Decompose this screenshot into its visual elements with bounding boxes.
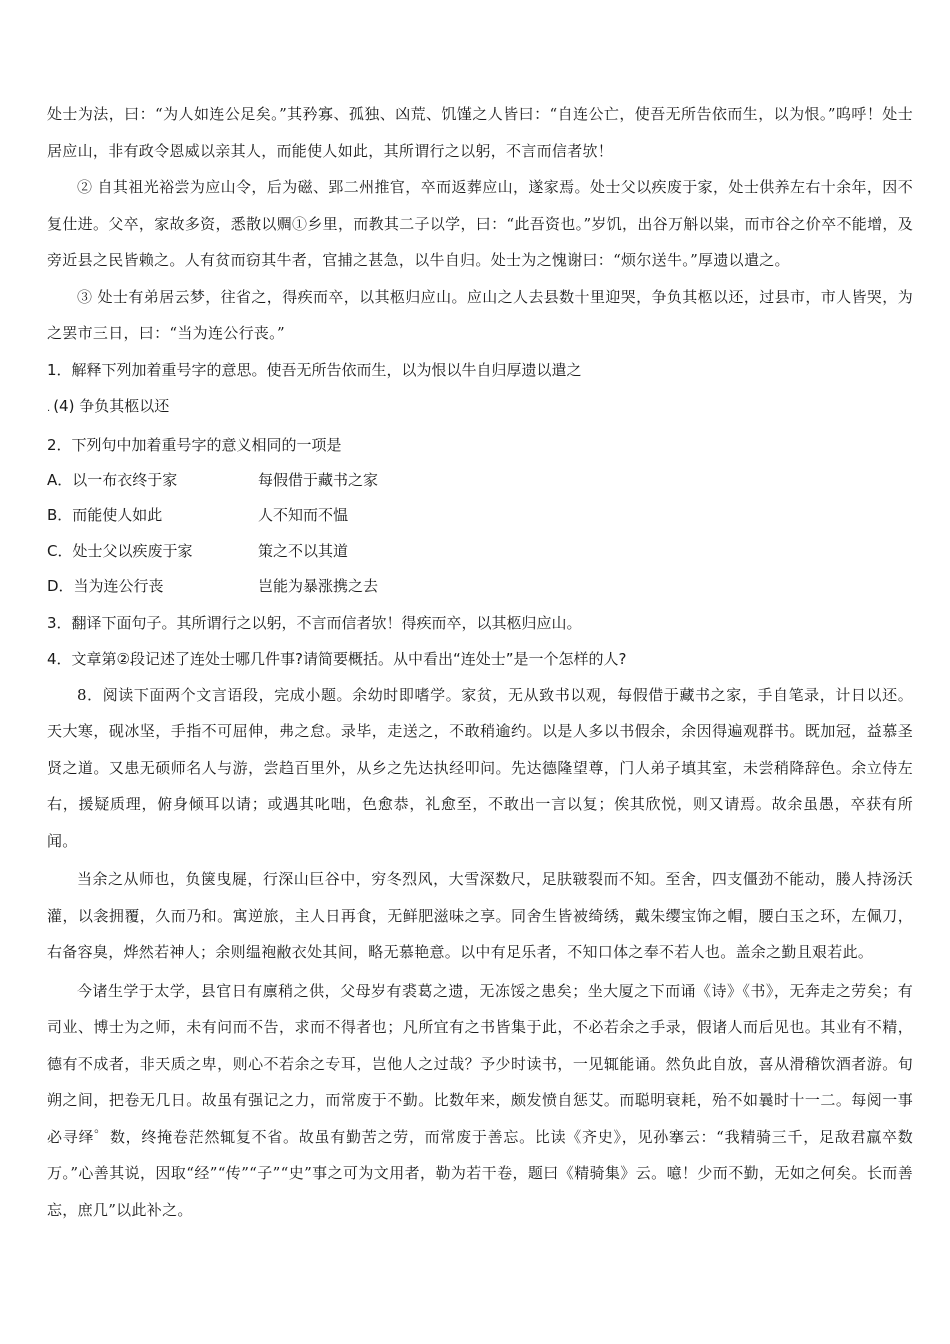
option-d-right: 岂能为暴涨携之去 xyxy=(258,577,379,595)
passage1-paragraph-3: ③ 处士有弟居云梦，往省之，得疾而卒，以其柩归应山。应山之人去县数十里迎哭，争负其柩以还，过县市，市人皆哭，为之罢市三日，曰：“当为连公行丧。” xyxy=(47,287,913,342)
passage2-paragraph-2: 当余之从师也，负箧曳屣，行深山巨谷中，穷冬烈风，大雪深数尺，足肤皲裂而不知。至舍，四支僵劲不能动，媵人持汤沃灌，以衾拥覆，久而乃和。寓逆旅，主人日再食，无鲜肥滋味之享。同舍生皆被绮绣，戴朱缨宝饰之帽，腰白玉之环，左佩刀，右备容臭，烨然若神人；余则缊袍敝衣处其间，略无慕艳意。以中有足乐者，不知口体之奉不若人也。盖余之勤且艰若此。 xyxy=(47,870,913,961)
option-d-left: D．当为连公行丧 xyxy=(47,577,164,595)
question-4: 4．文章第②段记述了连处士哪几件事?请简要概括。从中看出“连处士”是一个怎样的人? xyxy=(47,649,627,668)
question-1: 1．解释下列加着重号字的意思。使吾无所告依而生，以为恨以牛自归厚遗以遣之 xyxy=(47,360,582,379)
option-a-right: 每假借于藏书之家 xyxy=(258,470,379,489)
option-a xyxy=(47,463,913,499)
option-c-right: 策之不以其道 xyxy=(258,541,349,560)
option-c-left: C．处士父以疾废于家 xyxy=(47,541,193,560)
emphasis-dot: . xyxy=(47,402,51,414)
question-1-sub-4-text: (4) 争负其柩以还 xyxy=(53,396,170,415)
option-c xyxy=(47,534,913,570)
document-page xyxy=(47,96,913,1228)
passage2-paragraph-1: 8．阅读下面两个文言语段，完成小题。余幼时即嗜学。家贫，无从致书以观，每假借于藏书之家，手自笔录，计日以还。天大寒，砚冰坚，手指不可屈伸，弗之怠。录毕，走送之，不敢稍逾约。以是人多以书假余，余因得遍观群书。既加冠，益慕圣贤之道。又患无硕师名人与游，尝趋百里外，从乡之先达执经叩问。先达德隆望尊，门人弟子填其室，未尝稍降辞色。余立侍左右，援疑质理，俯身倾耳以请；或遇其叱咄，色愈恭，礼愈至，不敢出一言以复；俟其欣悦，则又请焉。故余虽愚，卒获有所闻。 xyxy=(47,685,913,850)
question-3: 3．翻译下面句子。其所谓行之以躬，不言而信者欤！得疾而卒，以其柩归应山。 xyxy=(47,613,582,632)
passage2-paragraph-3: 今诸生学于太学，县官日有廪稍之供，父母岁有裘葛之遗，无冻馁之患矣；坐大厦之下而诵《诗》《书》，无奔走之劳矣；有司业、博士为之师，未有问而不告，求而不得者也；凡所宜有之书皆集于此，不必若余之手录，假诸人而后见也。其业有不精，德有不成者，非天质之卑，则心不若余之专耳，岂他人之过哉？予少时读书，一见辄能诵。然负此自放，喜从滑稽饮酒者游。旬朔之间，把卷无几日。故虽有强记之力，而常废于不勤。比数年来，颇发愤自惩艾。而聪明衰耗，殆不如曩时十一二。每阅一事必寻绎゜数，终掩卷茫然辄复不省。故虽有勤苦之劳，而常废于善忘。比读《齐史》，见孙搴云：“我精骑三千，足敌君羸卒数万。”心善其说，因取“经”“传”“子”“史”事之可为文用者，勒为若干卷，题曰《精骑集》云。噫！少而不勤，无如之何矣。长而善忘，庶几”以此补之。 xyxy=(47,981,913,1219)
option-b-left: B．而能使人如此 xyxy=(47,506,163,524)
question-2: 2．下列句中加着重号字的意义相同的一项是 xyxy=(47,435,342,454)
option-d xyxy=(47,569,913,605)
option-a-left: A．以一布衣终于家 xyxy=(47,470,178,489)
option-b xyxy=(47,498,913,534)
question-1-sub-4 xyxy=(47,388,913,427)
passage1-paragraph-1: 处士为法，曰：“为人如连公足矣。”其矜寡、孤独、凶荒、饥馑之人皆曰：“自连公亡，使吾无所告依而生，以为恨。”呜呼！处士居应山，非有政令恩威以亲其人，而能使人如此，其所谓行之以躬，不言而信者欤！ xyxy=(47,105,913,160)
passage1-paragraph-2: ② 自其祖光裕尝为应山令，后为磁、郢二州推官，卒而返葬应山，遂家焉。处士父以疾废于家，处士供养左右十余年，因不复仕进。父卒，家故多资，悉散以赒①乡里，而教其二子以学，曰：“此吾资也。”岁饥，出谷万斛以粜，而市谷之价卒不能增，及旁近县之民皆赖之。人有贫而窃其牛者，官捕之甚急，以牛自归。处士为之愧谢曰：“烦尔送牛。”厚遗以遣之。 xyxy=(47,178,913,269)
option-b-right: 人不知而不愠 xyxy=(258,506,349,524)
